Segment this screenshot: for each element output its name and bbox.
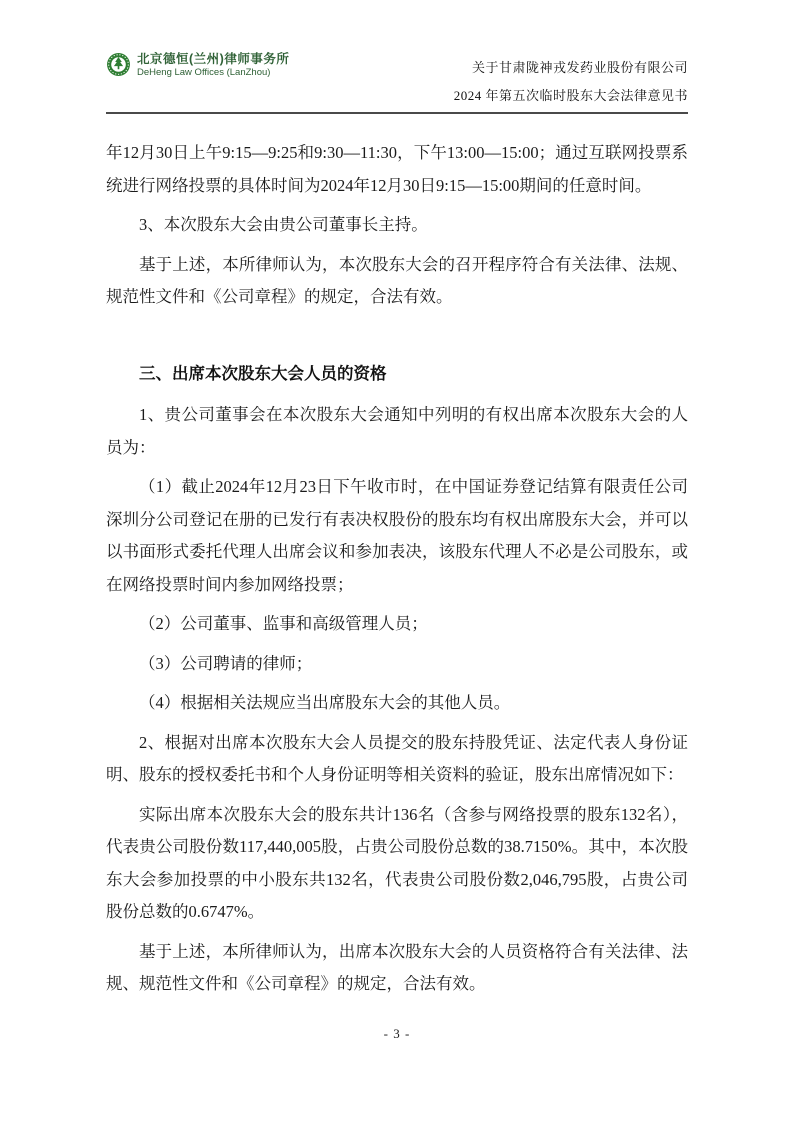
document-title [454, 54, 688, 110]
firm-name-block [137, 52, 289, 79]
body-paragraph: 1、贵公司董事会在本次股东大会通知中列明的有权出席本次股东大会的人员为： [106, 405, 688, 457]
document-title-line1: 关于甘肃陇神戎发药业股份有限公司 [471, 60, 688, 75]
body-paragraph: （1）截止2024年12月23日下午收市时，在中国证券登记结算有限责任公司深圳分公司登记在册的已发行有表决权股份的股东均有权出席股东大会，并可以以书面形式委托代理人出席会议和参加表决，该股东代理人不必是公司股东，或在网络投票时间内参加网络投票； [106, 477, 688, 594]
body-paragraph: 基于上述，本所律师认为，出席本次股东大会的人员资格符合有关法律、法规、规范性文件和《公司章程》的规定，合法有效。 [106, 941, 688, 993]
body-paragraph: 3、本次股东大会由贵公司董事长主持。 [139, 215, 428, 234]
body-paragraph: （2）公司董事、监事和高级管理人员； [139, 614, 428, 633]
document-header [106, 0, 688, 114]
body-paragraph: （3）公司聘请的律师； [139, 653, 313, 673]
document-title-line2: 2024 年第五次临时股东大会法律意见书 [453, 88, 688, 103]
deheng-logo-icon [106, 52, 131, 77]
firm-identity [106, 52, 289, 79]
body-paragraph-continuation: 年12月30日上午9:15—9:25和9:30—11:30，下午13:00—15:00；通过互联网投票系统进行网络投票的具体时间为2024年12月30日9:15—15:00期间的任意时间。 [106, 143, 688, 195]
body-paragraph: （4）根据相关法规应当出席股东大会的其他人员。 [139, 693, 511, 712]
section-heading: 三、出席本次股东大会人员的资格 [139, 364, 387, 383]
document-body [106, 114, 688, 1001]
page-number: - 3 - [383, 1026, 411, 1041]
firm-name-cn: 北京德恒(兰州)律师事务所 [137, 52, 290, 66]
body-paragraph: 实际出席本次股东大会的股东共计136名（含参与网络投票的股东132名），代表贵公司股份数117,440,005股，占贵公司股份总数的38.7150%。其中，本次股东大会参加投票的中小股东共132名，代表贵公司股份数2,046,795股，占贵公司股份总数的0.6747%。 [106, 804, 688, 921]
page-footer [0, 1026, 794, 1042]
firm-name-en: DeHeng Law Offices (LanZhou) [137, 67, 271, 78]
body-paragraph: 2、根据对出席本次股东大会人员提交的股东持股凭证、法定代表人身份证明、股东的授权委托书和个人身份证明等相关资料的验证，股东出席情况如下： [106, 732, 688, 784]
body-paragraph: 基于上述，本所律师认为，本次股东大会的召开程序符合有关法律、法规、规范性文件和《公司章程》的规定，合法有效。 [106, 254, 688, 306]
